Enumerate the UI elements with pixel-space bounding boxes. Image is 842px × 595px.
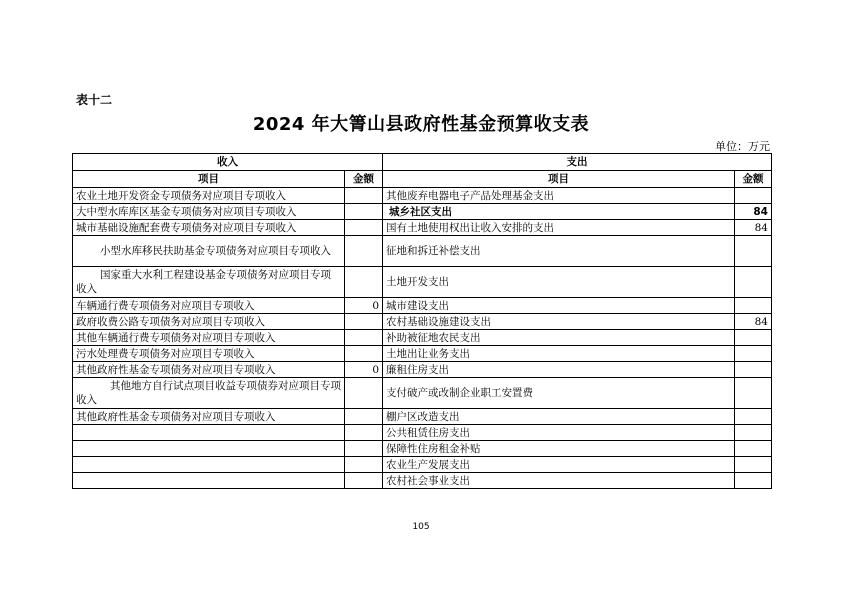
document-title: 2024 年大箐山县政府性基金预算收支表	[252, 114, 590, 135]
table-row	[73, 298, 772, 314]
expense-item: 保障性住房租金补贴	[383, 441, 735, 457]
table-row	[73, 346, 772, 362]
table-row	[73, 473, 772, 489]
expense-amount	[735, 362, 772, 378]
table-row	[73, 188, 772, 204]
expense-amount	[735, 473, 772, 489]
income-item	[73, 425, 345, 441]
table-number-label: 表十二	[76, 93, 113, 107]
expense-amount	[735, 330, 772, 346]
expense-item: 征地和拆迁补偿支出	[383, 236, 735, 267]
unit-label: 单位：万元	[715, 140, 770, 153]
income-amount	[345, 220, 383, 236]
table-row	[73, 220, 772, 236]
section-header-row	[73, 154, 772, 171]
income-amount: 0	[345, 298, 383, 314]
income-amount	[345, 236, 383, 267]
income-amount	[345, 425, 383, 441]
income-item	[73, 473, 345, 489]
expense-item: 其他废弃电器电子产品处理基金支出	[383, 188, 735, 204]
table-row	[73, 425, 772, 441]
expense-amount	[735, 441, 772, 457]
expense-item: 城乡社区支出	[383, 204, 735, 220]
expense-amount: 84	[735, 204, 772, 220]
table-row	[73, 236, 772, 267]
expense-item: 农村社会事业支出	[383, 473, 735, 489]
expense-amount	[735, 457, 772, 473]
expense-amount	[735, 378, 772, 409]
income-item	[73, 457, 345, 473]
table-row	[73, 204, 772, 220]
income-header: 收入	[73, 154, 383, 171]
expense-item: 廉租住房支出	[383, 362, 735, 378]
expense-item: 支付破产或改制企业职工安置费	[383, 378, 735, 409]
income-amount	[345, 314, 383, 330]
income-amount	[345, 267, 383, 298]
expense-header: 支出	[383, 154, 772, 171]
expense-amount: 84	[735, 220, 772, 236]
income-amount	[345, 457, 383, 473]
expense-amount	[735, 188, 772, 204]
income-amount	[345, 378, 383, 409]
table-row	[73, 457, 772, 473]
table-row	[73, 314, 772, 330]
expense-amount	[735, 267, 772, 298]
income-item: 国家重大水利工程建设基金专项债务对应项目专项收入	[73, 267, 345, 298]
expense-amount	[735, 425, 772, 441]
income-amount-header: 金额	[345, 171, 383, 188]
table-row	[73, 330, 772, 346]
income-item: 城市基础设施配套费专项债务对应项目专项收入	[73, 220, 345, 236]
income-item: 其他地方自行试点项目收益专项债券对应项目专项收入	[73, 378, 345, 409]
income-item: 农业土地开发资金专项债务对应项目专项收入	[73, 188, 345, 204]
expense-item: 补助被征地农民支出	[383, 330, 735, 346]
table-row	[73, 267, 772, 298]
income-item: 其他政府性基金专项债务对应项目专项收入	[73, 362, 345, 378]
table-row	[73, 409, 772, 425]
income-amount	[345, 346, 383, 362]
expense-amount	[735, 409, 772, 425]
income-item: 大中型水库库区基金专项债务对应项目专项收入	[73, 204, 345, 220]
income-item	[73, 441, 345, 457]
expense-item: 棚户区改造支出	[383, 409, 735, 425]
table-row	[73, 362, 772, 378]
income-amount	[345, 409, 383, 425]
income-amount	[345, 188, 383, 204]
table-row	[73, 441, 772, 457]
expense-amount	[735, 346, 772, 362]
income-item-header: 项目	[73, 171, 345, 188]
expense-amount-header: 金额	[735, 171, 772, 188]
expense-item: 土地开发支出	[383, 267, 735, 298]
income-amount	[345, 473, 383, 489]
income-item: 污水处理费专项债务对应项目专项收入	[73, 346, 345, 362]
expense-amount	[735, 236, 772, 267]
income-amount	[345, 204, 383, 220]
income-item: 车辆通行费专项债务对应项目专项收入	[73, 298, 345, 314]
expense-item: 城市建设支出	[383, 298, 735, 314]
expense-amount: 84	[735, 314, 772, 330]
income-item: 政府收费公路专项债务对应项目专项收入	[73, 314, 345, 330]
budget-table	[72, 153, 772, 489]
income-item: 其他车辆通行费专项债务对应项目专项收入	[73, 330, 345, 346]
column-header-row	[73, 171, 772, 188]
income-amount: 0	[345, 362, 383, 378]
expense-item-header: 项目	[383, 171, 735, 188]
expense-item: 公共租赁住房支出	[383, 425, 735, 441]
income-amount	[345, 330, 383, 346]
expense-item: 土地出让业务支出	[383, 346, 735, 362]
income-item: 小型水库移民扶助基金专项债务对应项目专项收入	[73, 236, 345, 267]
income-item: 其他政府性基金专项债务对应项目专项收入	[73, 409, 345, 425]
income-amount	[345, 441, 383, 457]
expense-item: 农业生产发展支出	[383, 457, 735, 473]
expense-item: 农村基础设施建设支出	[383, 314, 735, 330]
table-row	[73, 378, 772, 409]
page-number: 105	[412, 522, 430, 532]
expense-amount	[735, 298, 772, 314]
expense-item: 国有土地使用权出让收入安排的支出	[383, 220, 735, 236]
